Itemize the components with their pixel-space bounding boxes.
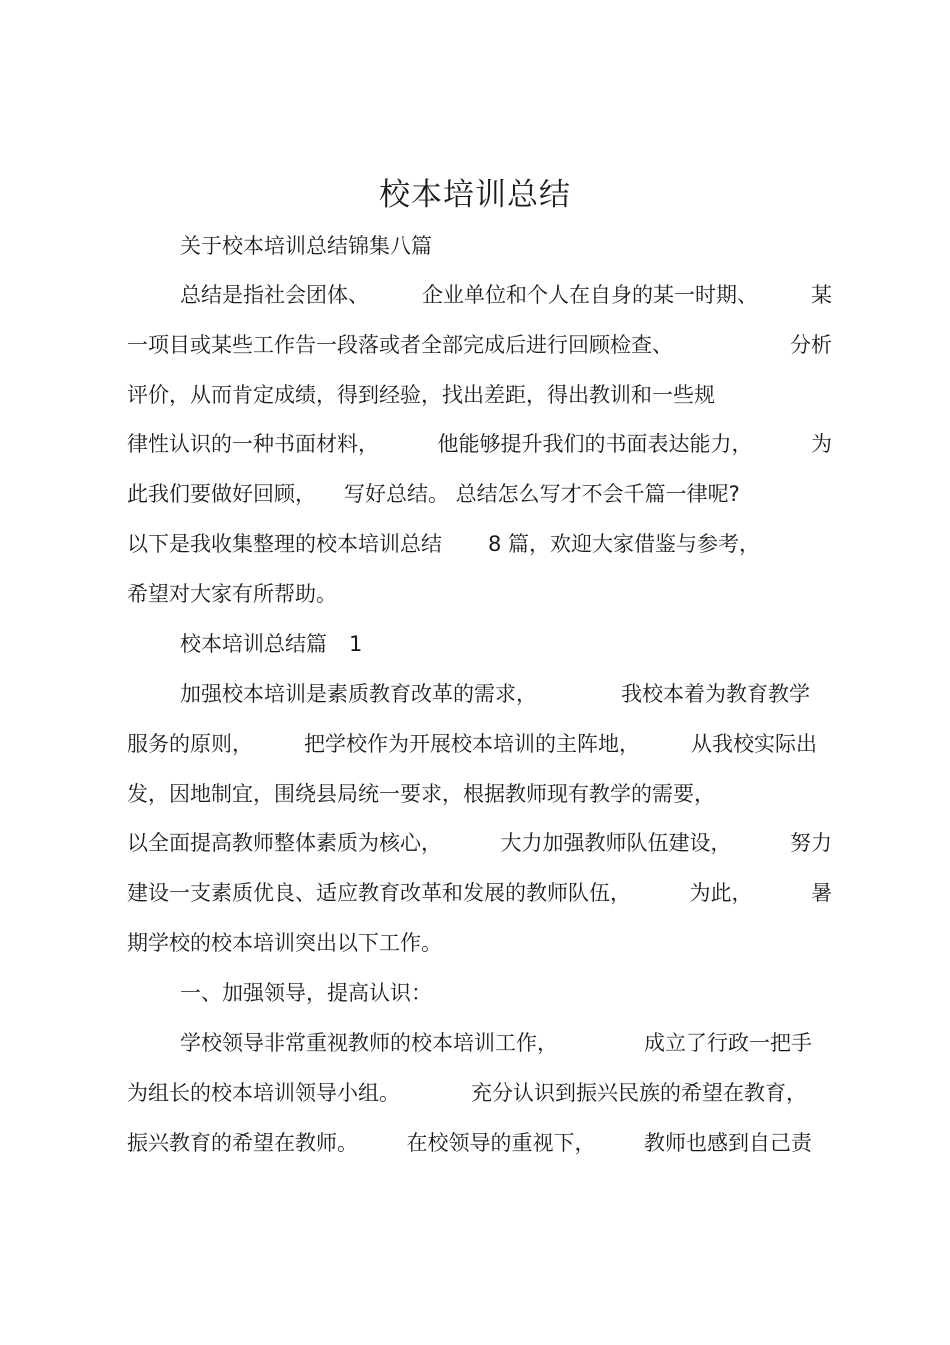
text-segment: 为组长的校本培训领导小组。: [127, 1081, 400, 1105]
text-segment: 评价，从而肯定成绩，得到经验，找出差距，得出教训和一些规: [127, 383, 715, 407]
text-line: [127, 727, 817, 761]
text-segment: 学校领导非常重视教师的校本培训工作，: [180, 1031, 558, 1055]
text-segment: 为: [811, 432, 832, 456]
text-segment: 教师也感到自己责: [644, 1131, 812, 1155]
section-heading: [180, 627, 832, 661]
text-segment: 写好总结。 总结怎么写才不会千篇一律呢?: [344, 482, 740, 506]
text-segment: 我校本着为教育教学: [621, 682, 810, 706]
text-line: [127, 926, 832, 960]
text-segment: 暑: [811, 881, 832, 905]
text-line: [127, 1126, 812, 1160]
text-segment: 此我们要做好回顾，: [127, 482, 316, 506]
text-segment: 分析: [790, 333, 832, 357]
text-segment: 把学校作为开展校本培训的主阵地，: [304, 732, 640, 756]
text-segment: 一项目或某些工作告一段落或者全部完成后进行回顾检查、: [127, 333, 673, 357]
text-segment: 律性认识的一种书面材料，: [127, 432, 379, 456]
text-segment: 期学校的校本培训突出以下工作。: [127, 931, 442, 955]
text-line: [127, 378, 832, 412]
text-segment: 希望对大家有所帮助。: [127, 582, 337, 606]
text-line: [127, 876, 832, 910]
text-segment: 发，因地制宜，围绕县局统一要求，根据教师现有教学的需要，: [127, 782, 715, 806]
text-line: [180, 278, 832, 312]
text-segment: 振兴教育的希望在教师。: [127, 1131, 358, 1155]
text-line: [127, 527, 832, 561]
text-line: [180, 1026, 812, 1060]
text-segment: 建设一支素质优良、适应教育改革和发展的教师队伍，: [127, 881, 631, 905]
text-line: [127, 1076, 807, 1110]
text-segment: 为此，: [689, 881, 753, 905]
text-segment: 以全面提高教师整体素质为核心，: [127, 831, 442, 855]
text-line: [127, 577, 832, 611]
text-segment: 1: [349, 632, 363, 656]
text-line: [127, 477, 832, 511]
text-segment: 在校领导的重视下，: [406, 1131, 596, 1155]
text-line: [127, 826, 832, 860]
text-segment: 校本培训总结篇: [180, 632, 327, 656]
text-line: [127, 777, 832, 811]
text-line: [127, 427, 832, 461]
section-heading: [180, 976, 832, 1010]
text-segment: 以下是我收集整理的校本培训总结: [127, 532, 442, 556]
document-title: 校本培训总结: [379, 177, 571, 213]
text-segment: 8 篇，欢迎大家借鉴与参考，: [488, 532, 761, 556]
text-segment: 加强校本培训是素质教育改革的需求，: [180, 682, 537, 706]
text-line: [180, 677, 810, 711]
text-segment: 某: [811, 283, 832, 307]
text-segment: 一、加强领导，提高认识：: [180, 981, 432, 1005]
text-segment: 充分认识到振兴民族的希望在教育，: [471, 1081, 807, 1105]
text-segment: 努力: [790, 831, 832, 855]
text-segment: 他能够提升我们的书面表达能力，: [437, 432, 753, 456]
text-segment: 企业单位和个人在自身的某一时期、: [422, 283, 758, 307]
text-segment: 从我校实际出: [691, 732, 817, 756]
text-segment: 服务的原则，: [127, 732, 253, 756]
text-line: [180, 229, 832, 263]
text-segment: 总结是指社会团体、: [180, 283, 369, 307]
text-segment: 成立了行政一把手: [644, 1031, 812, 1055]
text-segment: 关于校本培训总结锦集八篇: [180, 234, 432, 258]
text-line: [127, 328, 832, 362]
text-segment: 大力加强教师队伍建设，: [500, 831, 732, 855]
